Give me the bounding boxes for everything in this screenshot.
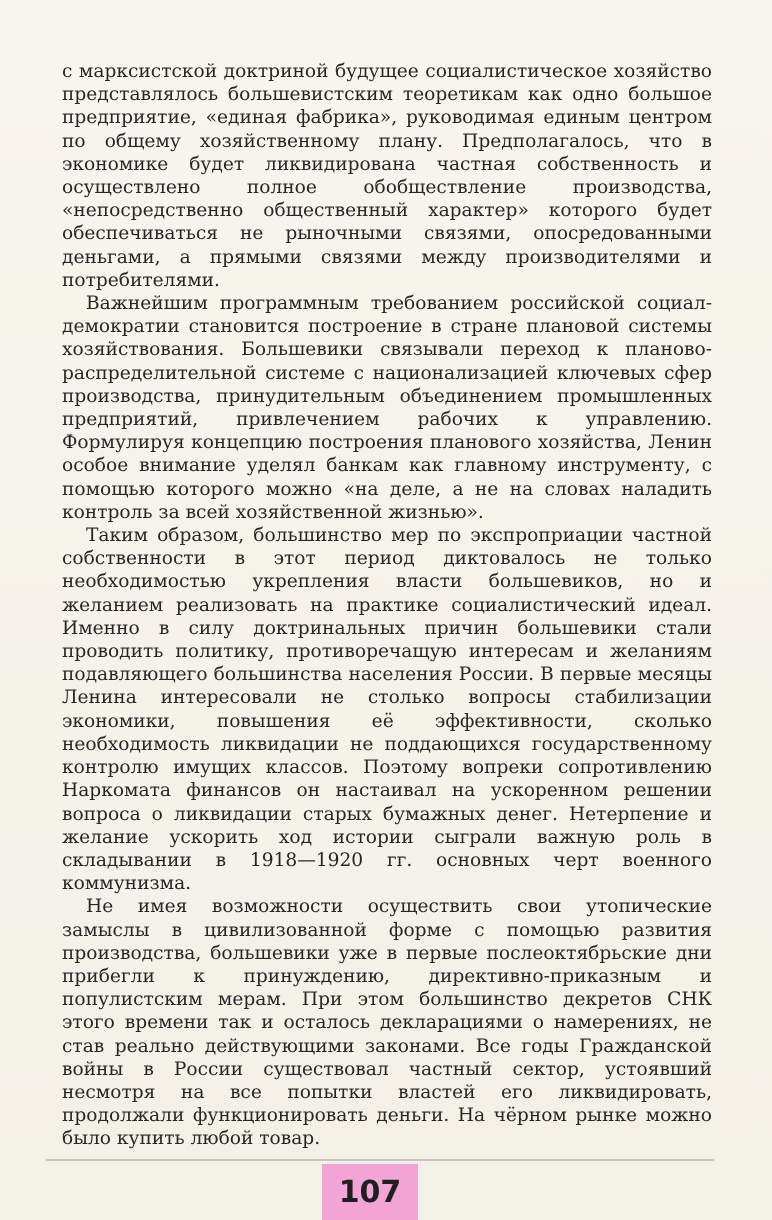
body-text <box>62 60 712 1151</box>
paragraph-1: с марксистской доктриной будущее социалистическое хозяйство представлялось большевистским теоретикам как одно большое предприятие, «единая фабрика», руководимая единым центром по общему хозяйственному плану. Предполагалось, что в экономике будет ликвидирована частная собственность и осуществлено полное обобществление производства, «непосредственно общественный характер» которого будет обеспечиваться не рыночными связями, опосредованными деньгами, а прямыми связями между производителями и потребителями. <box>62 61 712 291</box>
page-number-badge: 107 <box>322 1164 418 1220</box>
paragraph-3: Таким образом, большинство мер по экспроприации частной собственности в этот период диктовалось не только необходимостью укрепления власти большевиков, но и желанием реализовать на практике социалистический идеал. Именно в силу доктринальных причин большевики стали проводить политику, противоречащую интересам и желаниям подавляющего большинства населения России. В первые месяцы Ленина интересовали не столько вопросы стабилизации экономики, повышения её эффективности, сколько необходимость ликвидации не поддающихся государственному контролю имущих классов. Поэтому вопреки сопротивлению Наркомата финансов он настаивал на ускоренном решении вопроса о ликвидации старых бумажных денег. Нетерпение и желание ускорить ход истории сыграли важную роль в складывании в 1918—1920 гг. основных черт военного коммунизма. <box>62 525 712 895</box>
paragraph-2: Важнейшим программным требованием российской социал-демократии становится построение в стране плановой системы хозяйствования. Большевики связывали переход к планово-распределительной системе с национализацией ключевых сфер производства, принудительным объединением промышленных предприятий, привлечением рабочих к управлению. Формулируя концепцию построения планового хозяйства, Ленин особое внимание уделял банкам как главному инструменту, с помощью которого можно «на деле, а не на словах наладить контроль за всей хозяйственной жизнью». <box>62 293 712 523</box>
footer-divider <box>46 1159 714 1161</box>
paragraph-4: Не имея возможности осуществить свои утопические замыслы в цивилизованной форме с помощью развития производства, большевики уже в первые послеоктябрьские дни прибегли к принуждению, директивно-приказным и популистским мерам. При этом большинство декретов СНК этого времени так и осталось декларациями о намерениях, не став реально действующими законами. Все годы Гражданской войны в России существовал частный сектор, устоявший несмотря на все попытки властей его ликвидировать, продолжали функционировать деньги. На чёрном рынке можно было купить любой товар. <box>62 896 712 1150</box>
